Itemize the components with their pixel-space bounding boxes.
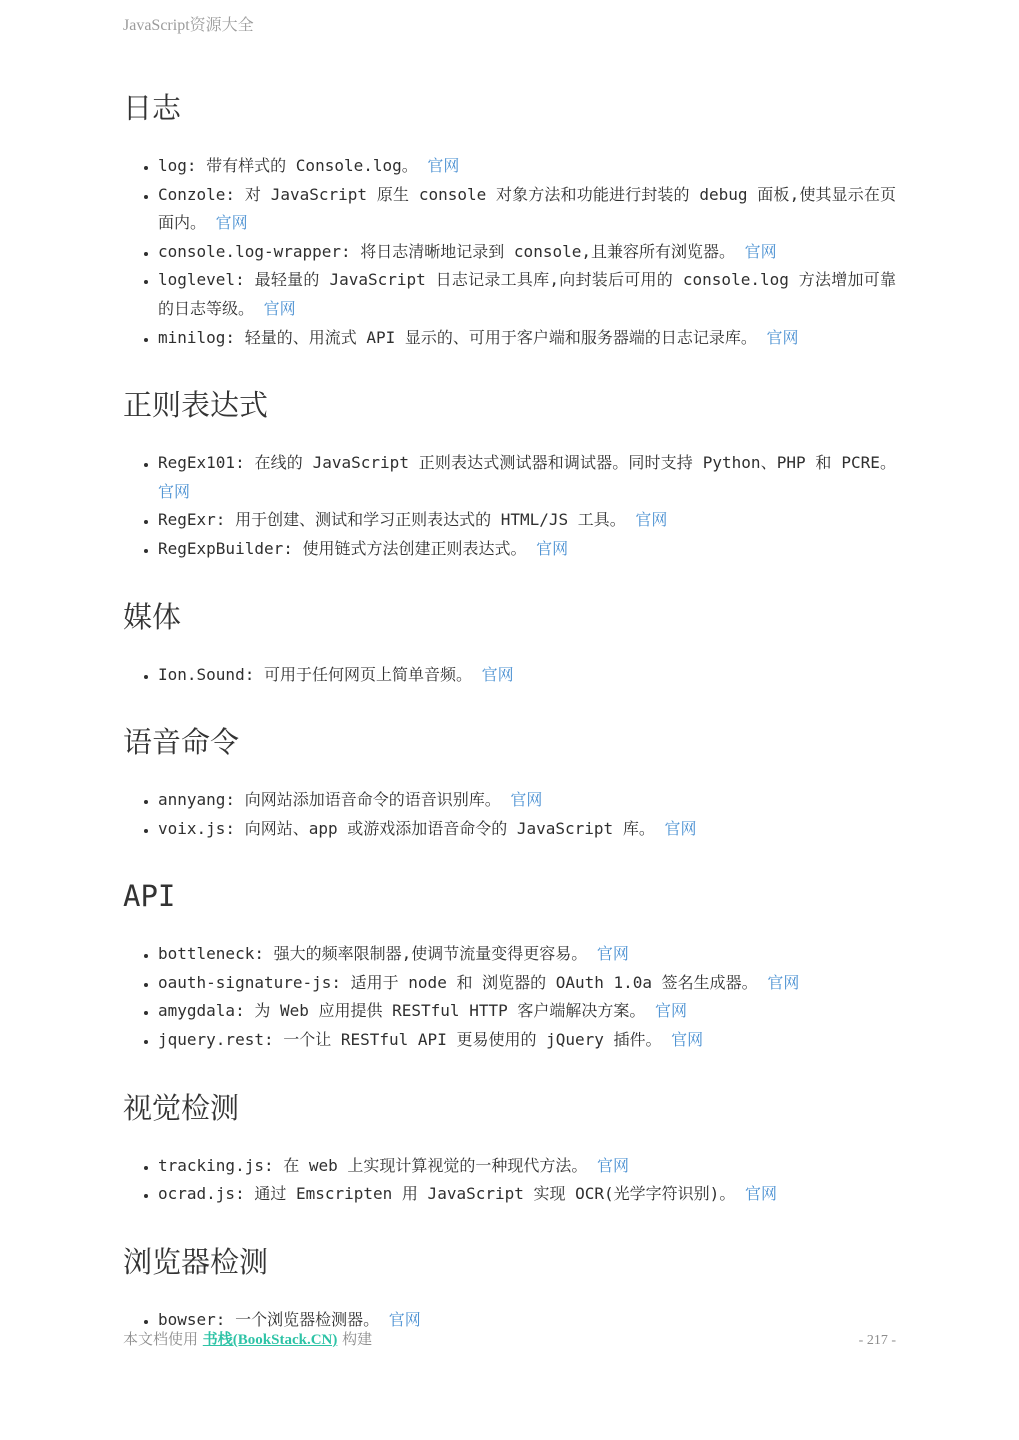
- official-site-link[interactable]: 官网: [766, 327, 799, 347]
- section-heading: 浏览器检测: [123, 1244, 269, 1279]
- section-list: [123, 661, 896, 690]
- official-site-link[interactable]: 官网: [597, 1155, 630, 1175]
- item-text: RegExr: 用于创建、测试和学习正则表达式的 HTML/JS 工具。: [158, 510, 626, 530]
- section-heading: 媒体: [123, 599, 182, 634]
- official-site-link[interactable]: 官网: [744, 241, 777, 261]
- list-item: [158, 661, 896, 690]
- official-site-link[interactable]: 官网: [664, 818, 697, 838]
- item-text: voix.js: 向网站、app 或游戏添加语音命令的 JavaScript 库。: [158, 818, 655, 838]
- resource-section: [123, 727, 896, 843]
- item-text: console.log-wrapper: 将日志清晰地记录到 console,且兼容所有浏览器。: [158, 241, 735, 261]
- official-site-link[interactable]: 官网: [263, 299, 296, 319]
- resource-section: [123, 390, 896, 563]
- item-text: loglevel: 最轻量的 JavaScript 日志记录工具库,向封装后可用的 console.log 方法增加可靠的日志等级。: [158, 270, 896, 319]
- footer-prefix: 本文档使用: [123, 1330, 203, 1348]
- document-header-title: JavaScript资源大全: [123, 17, 254, 34]
- resource-section: [123, 1244, 896, 1335]
- official-site-link[interactable]: 官网: [427, 155, 460, 175]
- list-item: [158, 969, 896, 998]
- official-site-link[interactable]: 官网: [158, 481, 191, 501]
- official-site-link[interactable]: 官网: [536, 539, 569, 559]
- section-heading: API: [123, 879, 176, 914]
- official-site-link[interactable]: 官网: [635, 510, 668, 530]
- item-text: ocrad.js: 通过 Emscripten 用 JavaScript 实现 OCR(光学字符识别)。: [158, 1184, 736, 1204]
- section-list: [123, 940, 896, 1055]
- list-item: [158, 324, 896, 353]
- resource-section: [123, 1090, 896, 1209]
- resource-section: [123, 881, 896, 1054]
- official-site-link[interactable]: 官网: [481, 664, 514, 684]
- official-site-link[interactable]: 官网: [596, 944, 629, 964]
- list-item: [158, 1152, 896, 1181]
- item-text: Ion.Sound: 可用于任何网页上简单音频。: [158, 664, 472, 684]
- section-list: [123, 1152, 896, 1209]
- section-list: [123, 786, 896, 843]
- resource-section: [123, 93, 896, 352]
- list-item: [158, 152, 896, 181]
- item-text: bowser: 一个浏览器检测器。: [158, 1309, 380, 1329]
- official-site-link[interactable]: 官网: [744, 1184, 777, 1204]
- list-item: [158, 786, 896, 815]
- item-text: tracking.js: 在 web 上实现计算视觉的一种现代方法。: [158, 1155, 588, 1175]
- resource-section: [123, 599, 896, 690]
- list-item: [158, 1026, 896, 1055]
- footer-suffix: 构建: [337, 1330, 373, 1348]
- page-footer: [123, 1328, 896, 1349]
- item-text: jquery.rest: 一个让 RESTful API 更易使用的 jQuery 插件。: [158, 1030, 662, 1050]
- section-heading: 日志: [123, 91, 182, 125]
- item-text: amygdala: 为 Web 应用提供 RESTful HTTP 客户端解决方案。: [158, 1001, 646, 1021]
- section-list: [123, 152, 896, 352]
- bookstack-brand-link[interactable]: 书栈(BookStack.CN): [202, 1332, 338, 1348]
- list-item: [158, 1180, 896, 1209]
- section-heading: 正则表达式: [123, 388, 269, 423]
- list-item: [158, 449, 896, 506]
- official-site-link[interactable]: 官网: [767, 972, 800, 992]
- official-site-link[interactable]: 官网: [388, 1309, 421, 1329]
- item-text: RegExpBuilder: 使用链式方法创建正则表达式。: [158, 539, 527, 559]
- list-item: [158, 997, 896, 1026]
- footer-build-note: [123, 1328, 372, 1349]
- item-text: Conzole: 对 JavaScript 原生 console 对象方法和功能进行封装的 debug 面板,使其显示在页面内。: [158, 184, 896, 233]
- item-text: RegEx101: 在线的 JavaScript 正则表达式测试器和调试器。同时支持 Python、PHP 和 PCRE。: [158, 453, 896, 473]
- official-site-link[interactable]: 官网: [671, 1030, 704, 1050]
- page-number: - 217 -: [858, 1333, 896, 1348]
- item-text: minilog: 轻量的、用流式 API 显示的、可用于客户端和服务器端的日志记录库。: [158, 327, 757, 347]
- official-site-link[interactable]: 官网: [510, 790, 543, 810]
- list-item: [158, 940, 896, 969]
- section-heading: 语音命令: [123, 725, 240, 760]
- document-body: [123, 0, 896, 1334]
- list-item: [158, 506, 896, 535]
- list-item: [158, 266, 896, 323]
- official-site-link[interactable]: 官网: [215, 213, 248, 233]
- item-text: annyang: 向网站添加语音命令的语音识别库。: [158, 790, 501, 810]
- list-item: [158, 815, 896, 844]
- item-text: oauth-signature-js: 适用于 node 和 浏览器的 OAuth 1.0a 签名生成器。: [158, 972, 758, 992]
- official-site-link[interactable]: 官网: [655, 1001, 688, 1021]
- item-text: log: 带有样式的 Console.log。: [158, 155, 418, 175]
- list-item: [158, 181, 896, 238]
- list-item: [158, 535, 896, 564]
- section-list: [123, 449, 896, 564]
- item-text: bottleneck: 强大的频率限制器,使调节流量变得更容易。: [158, 944, 588, 964]
- section-heading: 视觉检测: [123, 1090, 240, 1125]
- list-item: [158, 238, 896, 267]
